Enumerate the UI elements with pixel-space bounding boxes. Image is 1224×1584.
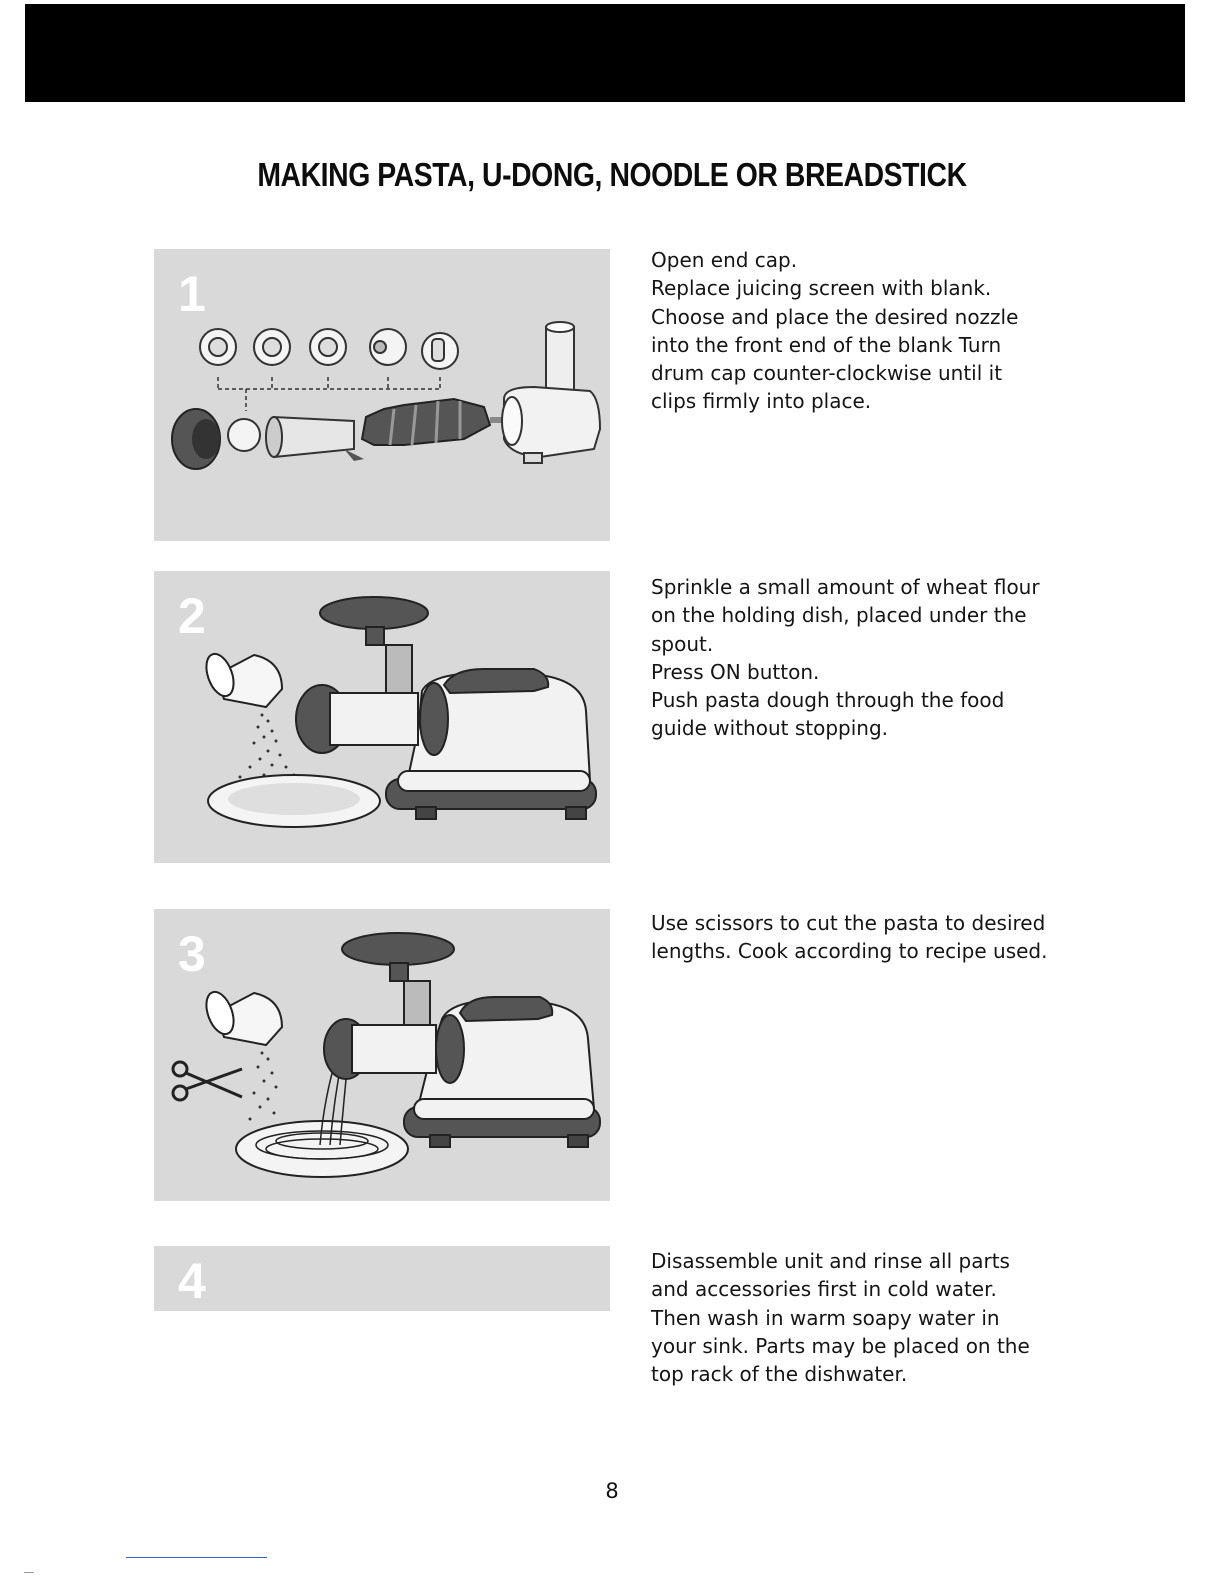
- cut-pasta-illustration: [154, 909, 610, 1201]
- instruction-line: top rack of the dishwater.: [651, 1362, 908, 1387]
- step-number: 2: [178, 588, 206, 644]
- instruction-line: into the front end of the blank Turn: [651, 332, 1002, 357]
- footer-link-underline: [126, 1557, 267, 1558]
- page-title: MAKING PASTA, U-DONG, NOODLE OR BREADSTICK: [257, 156, 967, 193]
- instruction-line: on the holding dish, placed under the: [651, 603, 1027, 628]
- instruction-line: clips firmly into place.: [651, 389, 872, 414]
- step-1-illustration-panel: [154, 249, 610, 541]
- header-bar: [25, 4, 1185, 102]
- instruction-line: spout.: [651, 631, 714, 656]
- instruction-line: and accessories first in cold water.: [651, 1277, 997, 1302]
- step-number: 4: [178, 1253, 206, 1309]
- step-2-illustration-panel: [154, 571, 610, 863]
- step-4-instructions: [651, 1247, 1062, 1388]
- instruction-line: Sprinkle a small amount of wheat flour: [651, 575, 1040, 599]
- instruction-line: drum cap counter-clockwise until it: [651, 361, 1003, 386]
- instruction-line: your sink. Parts may be placed on the: [651, 1333, 1030, 1358]
- instruction-line: Use scissors to cut the pasta to desired: [651, 911, 1046, 935]
- step-number: 1: [178, 266, 206, 322]
- step-2-instructions: [651, 573, 1062, 743]
- instruction-line: Choose and place the desired nozzle: [651, 304, 1019, 329]
- exploded-parts-illustration: [154, 249, 610, 541]
- holding-dish-icon: [208, 775, 380, 827]
- step-number: 3: [178, 926, 206, 982]
- step-1-instructions: [651, 246, 1062, 416]
- page-number: 8: [605, 1479, 619, 1503]
- instruction-line: Open end cap.: [651, 248, 798, 272]
- sprinkle-flour-illustration: [154, 571, 610, 863]
- instruction-line: guide without stopping.: [651, 716, 889, 741]
- instruction-line: Press ON button.: [651, 659, 820, 684]
- step-3-instructions: [651, 909, 1062, 966]
- instruction-line: Disassemble unit and rinse all parts: [651, 1249, 1010, 1273]
- instruction-line: Replace juicing screen with blank.: [651, 276, 992, 301]
- instruction-line: Push pasta dough through the food: [651, 688, 1005, 713]
- end-cap-icon: [172, 409, 220, 469]
- step-4-panel: [154, 1246, 610, 1311]
- instruction-line: Then wash in warm soapy water in: [651, 1305, 1000, 1330]
- nozzle-icon: [228, 419, 260, 451]
- footer-mark: [24, 1572, 34, 1573]
- step-3-illustration-panel: [154, 909, 610, 1201]
- instruction-line: lengths. Cook according to recipe used.: [651, 939, 1048, 964]
